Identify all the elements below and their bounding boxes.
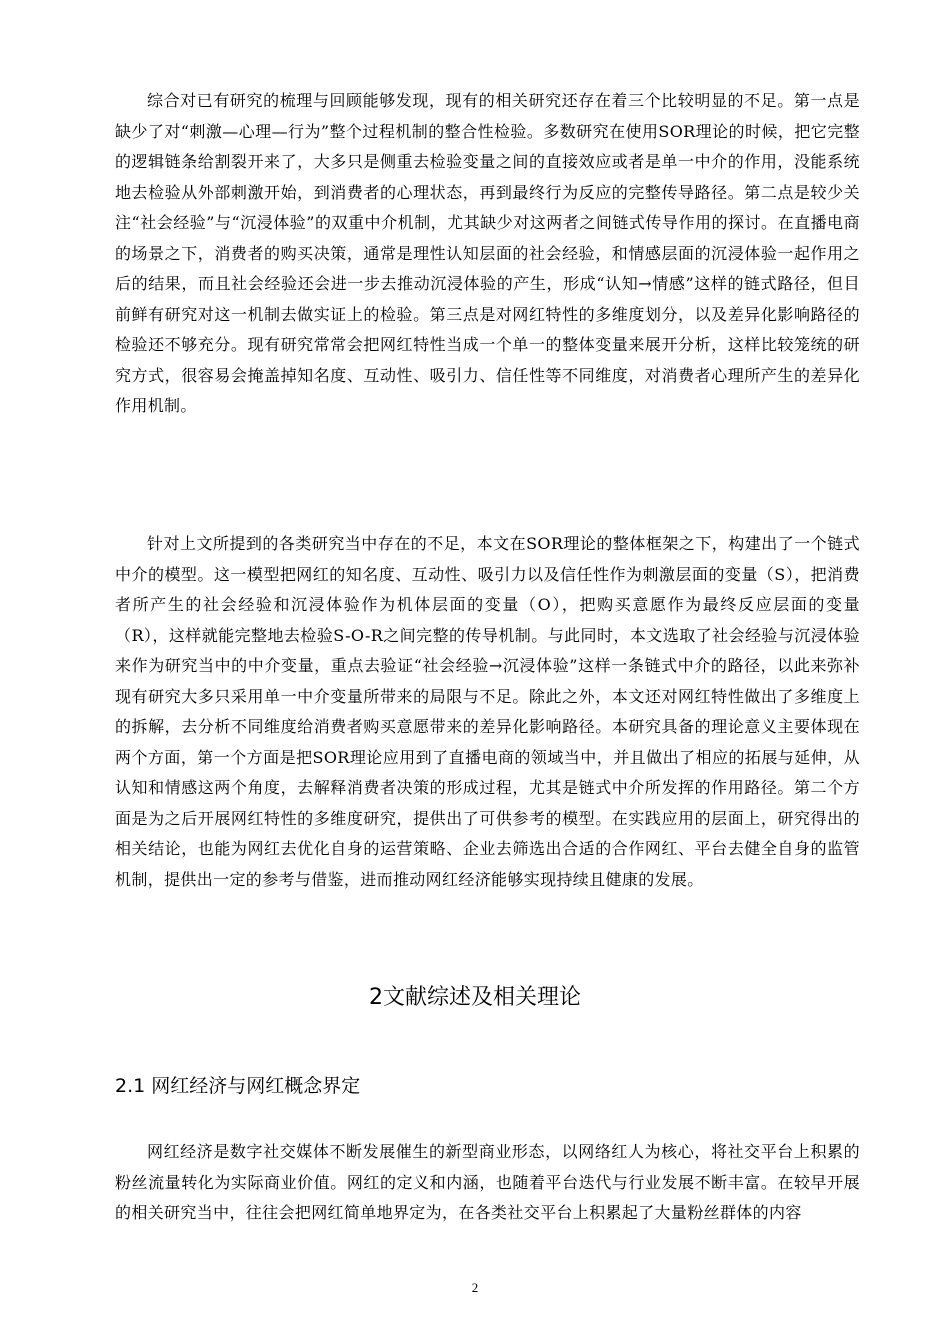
body-paragraph-research-gaps: 综合对已有研究的梳理与回顾能够发现，现有的相关研究还存在着三个比较明显的不足。第一点是缺少了对“刺激—心理—行为”整个过程机制的整合性检验。多数研究在使用SOR理论的时候，把它完整的逻辑链条给割裂开来了，大多只是侧重去检验变量之间的直接效应或者是单一中介的作用，没能系统地去检验从外部刺激开始，到消费者的心理状态，再到最终行为反应的完整传导路径。第二点是较少关注“社会经验”与“沉浸体验”的双重中介机制，尤其缺少对这两者之间链式传导作用的探讨。在直播电商的场景之下，消费者的购买决策，通常是理性认知层面的社会经验，和情感层面的沉浸体验一起作用之后的结果，而且社会经验还会进一步去推动沉浸体验的产生，形成“认知→情感”这样的链式路径，但目前鲜有研究对这一机制去做实证上的检验。第三点是对网红特性的多维度划分，以及差异化影响路径的检验还不够充分。现有研究常常会把网红特性当成一个单一的整体变量来展开分析，这样比较笼统的研究方式，很容易会掩盖掉知名度、互动性、吸引力、信任性等不同维度，对消费者心理所产生的差异化作用机制。	[115, 91, 860, 415]
section-heading: 2文献综述及相关理论	[369, 985, 581, 1010]
subsection-heading: 2.1 网红经济与网红概念界定	[115, 1075, 361, 1097]
page-number: 2	[471, 1280, 479, 1295]
body-paragraph-influencer-economy: 网红经济是数字社交媒体不断发展催生的新型商业形态，以网络红人为核心，将社交平台上积累的粉丝流量转化为实际商业价值。网红的定义和内涵，也随着平台迭代与行业发展不断丰富。在较早开展的相关研究当中，往往会把网红简单地界定为，在各类社交平台上积累起了大量粉丝群体的内容	[115, 1142, 860, 1222]
body-paragraph-model-and-significance: 针对上文所提到的各类研究当中存在的不足，本文在SOR理论的整体框架之下，构建出了一个链式中介的模型。这一模型把网红的知名度、互动性、吸引力以及信任性作为刺激层面的变量（S），把消费者所产生的社会经验和沉浸体验作为机体层面的变量（O），把购买意愿作为最终反应层面的变量（R），这样就能完整地去检验S-O-R之间完整的传导机制。与此同时，本文选取了社会经验与沉浸体验来作为研究当中的中介变量，重点去验证“社会经验→沉浸体验”这样一条链式中介的路径，以此来弥补现有研究大多只采用单一中介变量所带来的局限与不足。除此之外，本文还对网红特性做出了多维度上的拆解，去分析不同维度给消费者购买意愿带来的差异化影响路径。本研究具备的理论意义主要体现在两个方面，第一个方面是把SOR理论应用到了直播电商的领域当中，并且做出了相应的拓展与延伸，从认知和情感这两个角度，去解释消费者决策的形成过程，尤其是链式中介所发挥的作用路径。第二个方面是为之后开展网红特性的多维度研究，提供出了可供参考的模型。在实践应用的层面上，研究得出的相关结论，也能为网红去优化自身的运营策略、企业去筛选出合适的合作网红、平台去健全自身的监管机制，提供出一定的参考与借鉴，进而推动网红经济能够实现持续且健康的发展。	[115, 534, 860, 889]
